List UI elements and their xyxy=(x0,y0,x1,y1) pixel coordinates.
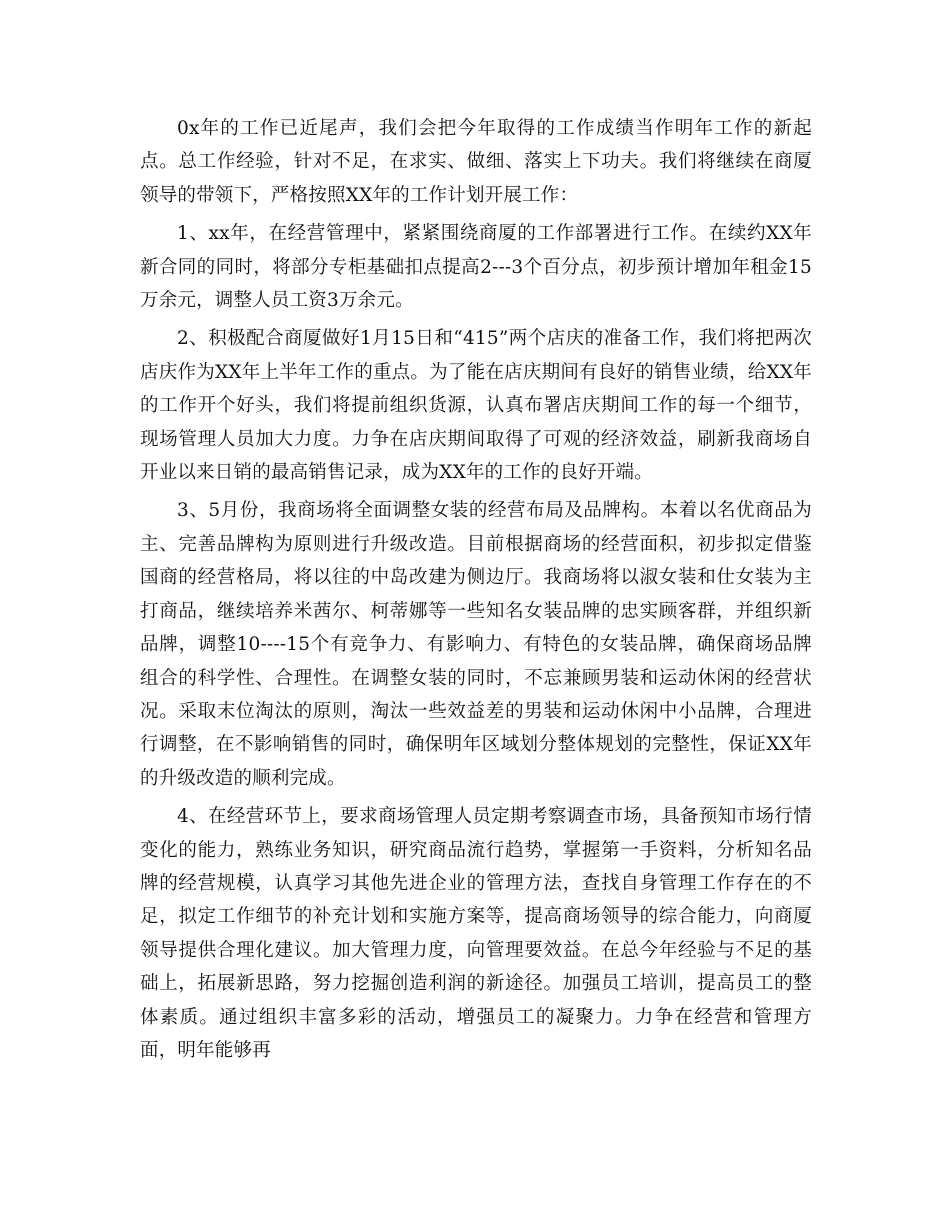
paragraph-item-3: 3、5月份，我商场将全面调整女装的经营布局及品牌构。本着以名优商品为主、完善品牌构为原则进行升级改造。目前根据商场的经营面积，初步拟定借鉴国商的经营格局，将以往的中岛改建为侧边厅。我商场将以淑女装和仕女装为主打商品，继续培养米茜尔、柯蒂娜等一些知名女装品牌的忠实顾客群，并组织新品牌，调整10----15个有竞争力、有影响力、有特色的女装品牌，确保商场品牌组合的科学性、合理性。在调整女装的同时，不忘兼顾男装和运动休闲的经营状况。采取末位淘汰的原则，淘汰一些效益差的男装和运动休闲中小品牌，合理进行调整，在不影响销售的同时，确保明年区域划分整体规划的完整性，保证XX年的升级改造的顺利完成。 xyxy=(140,500,812,789)
paragraph-item-2: 2、积极配合商厦做好1月15日和“415”两个店庆的准备工作，我们将把两次店庆作为XX年上半年工作的重点。为了能在店庆期间有良好的销售业绩，给XX年的工作开个好头，我们将提前组织货源，认真布署店庆期间工作的每一个细节，现场管理人员加大力度。力争在店庆期间取得了可观的经济效益，刷新我商场自开业以来日销的最高销售记录，成为XX年的工作的良好开端。 xyxy=(140,328,812,484)
document-body xyxy=(140,112,812,1067)
paragraph-item-4: 4、在经营环节上，要求商场管理人员定期考察调查市场，具备预知市场行情变化的能力，熟练业务知识，研究商品流行趋势，掌握第一手资料，分析知名品牌的经营规模，认真学习其他先进企业的管理方法，查找自身管理工作存在的不足，拟定工作细节的补充计划和实施方案等，提高商场领导的综合能力，向商厦领导提供合理化建议。加大管理力度，向管理要效益。在总今年经验与不足的基础上，拓展新思路，努力挖掘创造利润的新途径。加强员工培训，提高员工的整体素质。通过组织丰富多彩的活动，增强员工的凝聚力。力争在经营和管理方面，明年能够再 xyxy=(140,806,812,1061)
paragraph-intro: 0x年的工作已近尾声，我们会把今年取得的工作成绩当作明年工作的新起点。总工作经验，针对不足，在求实、做细、落实上下功夫。我们将继续在商厦领导的带领下，严格按照XX年的工作计划开展工作： xyxy=(140,118,812,206)
paragraph-item-1: 1、xx年，在经营管理中，紧紧围绕商厦的工作部署进行工作。在续约XX年新合同的同时，将部分专柜基础扣点提高2---3个百分点，初步预计增加年租金15万余元，调整人员工资3万余元。 xyxy=(140,223,812,312)
